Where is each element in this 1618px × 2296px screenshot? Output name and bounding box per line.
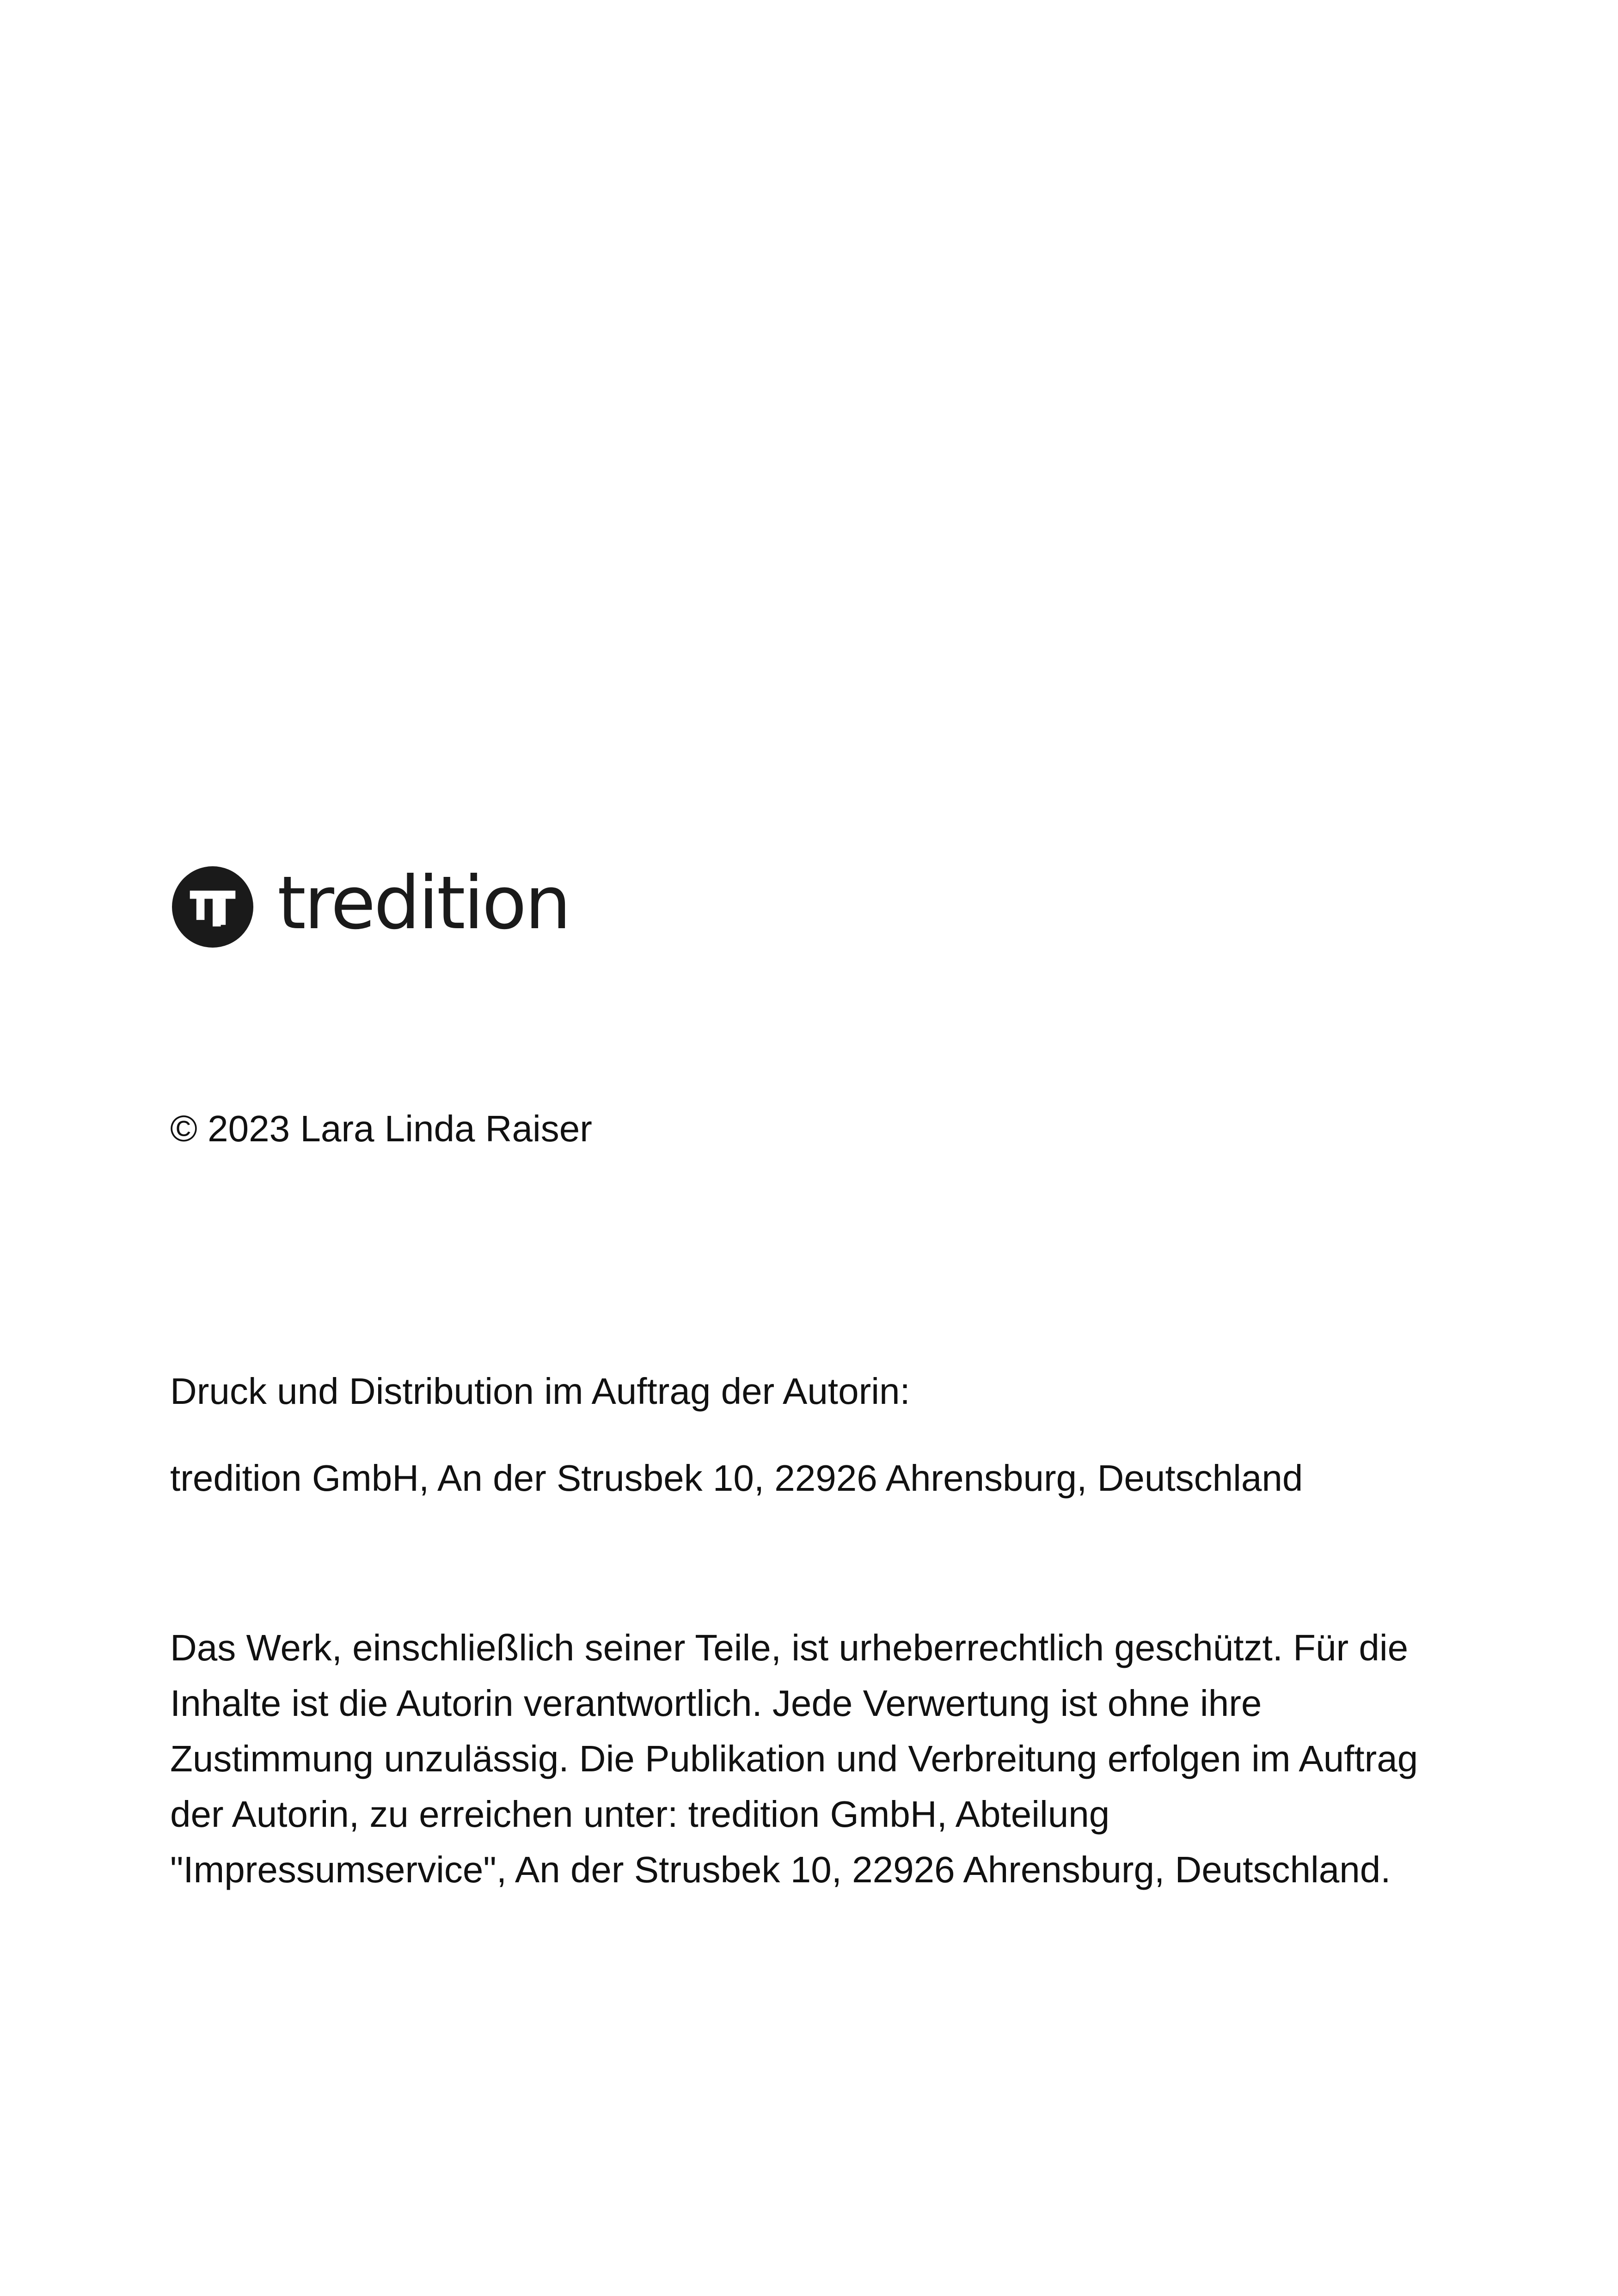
legal-notice: Das Werk, einschließlich seiner Teile, ist urheberrechtlich geschützt. Für die Inhalte ist die Autorin verantwortlich. Jede Verwertung ist ohne ihre Zustimmung unzulässig. Die Publikation und Verbreitung erfolgen im Auftrag der Autorin, zu erreichen unter: tredition GmbH, Abteilung "Impressumservice", An der Strusbek 10, 22926 Ahrensburg, Deutschland. — [170, 1627, 1418, 1890]
print-distribution-label: Druck und Distribution im Auftrag der Autorin: — [170, 1371, 910, 1412]
logo-wordmark: tredition — [277, 861, 570, 946]
tredition-logo-icon — [172, 866, 253, 948]
publisher-logo — [172, 861, 570, 949]
copyright-line: © 2023 Lara Linda Raiser — [170, 1108, 592, 1149]
publisher-address: tredition GmbH, An der Strusbek 10, 22926 Ahrensburg, Deutschland — [170, 1457, 1303, 1499]
